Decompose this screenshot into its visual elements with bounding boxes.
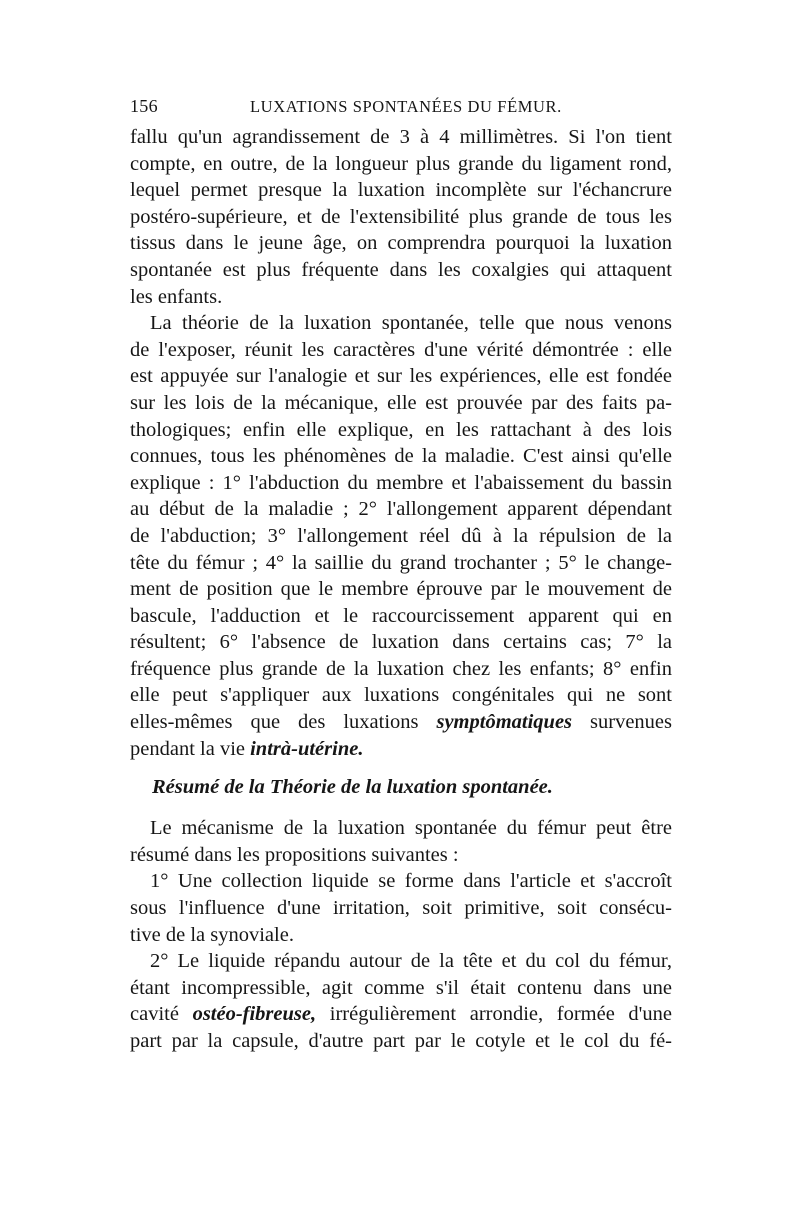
text-fragment: irrégulièrement arrondie, formée d'une bbox=[316, 1003, 672, 1026]
text-line: lequel permet presque la luxation incomplète sur l'échancrure bbox=[130, 179, 672, 202]
text-line bbox=[130, 736, 672, 763]
emphasis-intra-uterine: intrà-utérine. bbox=[250, 737, 364, 760]
text-line: compte, en outre, de la longueur plus grande du ligament rond, bbox=[130, 152, 672, 175]
text-line: Le mécanisme de la luxation spontanée du fémur peut être bbox=[150, 817, 672, 840]
text-line: postéro-supérieure, et de l'extensibilité plus grande de tous les bbox=[130, 205, 672, 228]
text-line: tête du fémur ; 4° la saillie du grand trochanter ; 5° le change- bbox=[130, 551, 672, 574]
text-fragment: pendant la vie bbox=[130, 737, 251, 760]
text-line: elle peut s'appliquer aux luxations congénitales qui ne sont bbox=[130, 684, 672, 707]
text-line: tive de la synoviale. bbox=[130, 923, 294, 946]
text-line: résumé dans les propositions suivantes : bbox=[130, 843, 459, 866]
text-fragment: survenues bbox=[572, 711, 672, 734]
text-line: sous l'influence d'une irritation, soit primitive, soit consécu- bbox=[130, 897, 672, 920]
text-fragment: elles-mêmes que des luxations bbox=[130, 711, 437, 734]
text-line: ment de position que le membre éprouve par le mouvement de bbox=[130, 578, 672, 601]
text-line bbox=[130, 709, 672, 736]
paragraph-continuation bbox=[130, 124, 672, 310]
text-line: au début de la maladie ; 2° l'allongement apparent dépendant bbox=[130, 498, 672, 521]
running-title: LUXATIONS SPONTANÉES DU FÉMUR. bbox=[250, 97, 562, 116]
text-line: 2° Le liquide répandu autour de la tête et du col du fémur, bbox=[150, 950, 672, 973]
text-line: part par la capsule, d'autre part par le cotyle et le col du fé- bbox=[130, 1030, 672, 1052]
page-header bbox=[130, 96, 672, 124]
proposition-1 bbox=[130, 868, 672, 948]
text-line: fallu qu'un agrandissement de 3 à 4 millimètres. Si l'on tient bbox=[130, 126, 672, 148]
text-line: connues, tous les phénomènes de la maladie. C'est ainsi qu'elle bbox=[130, 445, 672, 468]
text-line: est appuyée sur l'analogie et sur les expériences, elle est fondée bbox=[130, 365, 672, 388]
proposition-2 bbox=[130, 948, 672, 1054]
text-line bbox=[130, 1001, 672, 1028]
emphasis-symptomatiques: symptômatiques bbox=[436, 711, 573, 734]
text-line: bascule, l'adduction et le raccourcissement apparent qui en bbox=[130, 604, 672, 627]
text-line: fréquence plus grande de la luxation chez les enfants; 8° enfin bbox=[130, 657, 672, 680]
paragraph-summary-intro bbox=[130, 815, 672, 868]
text-fragment: cavité bbox=[130, 1003, 193, 1026]
book-page bbox=[130, 96, 672, 1055]
text-line: sur les lois de la mécanique, elle est prouvée par des faits pa- bbox=[130, 391, 672, 414]
text-line: de l'exposer, réunit les caractères d'une vérité démontrée : elle bbox=[130, 338, 672, 361]
text-line: de l'abduction; 3° l'allongement réel dû à la répulsion de la bbox=[130, 524, 672, 547]
text-line: La théorie de la luxation spontanée, telle que nous venons bbox=[150, 312, 672, 335]
text-line: thologiques; enfin elle explique, en les rattachant à des lois bbox=[130, 418, 672, 441]
text-line: étant incompressible, agit comme s'il était contenu dans une bbox=[130, 976, 672, 999]
page-number: 156 bbox=[130, 96, 158, 116]
emphasis-osteo-fibreuse: ostéo-fibreuse, bbox=[192, 1003, 317, 1026]
paragraph-theory bbox=[130, 310, 672, 762]
text-line: résultent; 6° l'absence de luxation dans certains cas; 7° la bbox=[130, 631, 672, 654]
section-heading: Résumé de la Théorie de la luxation spontanée. bbox=[152, 776, 553, 799]
text-line: tissus dans le jeune âge, on comprendra pourquoi la luxation bbox=[130, 232, 672, 255]
text-line: 1° Une collection liquide se forme dans l'article et s'accroît bbox=[150, 870, 672, 893]
text-line: les enfants. bbox=[130, 285, 223, 308]
text-line: spontanée est plus fréquente dans les coxalgies qui attaquent bbox=[130, 258, 672, 281]
text-line: explique : 1° l'abduction du membre et l'abaissement du bassin bbox=[130, 471, 672, 494]
